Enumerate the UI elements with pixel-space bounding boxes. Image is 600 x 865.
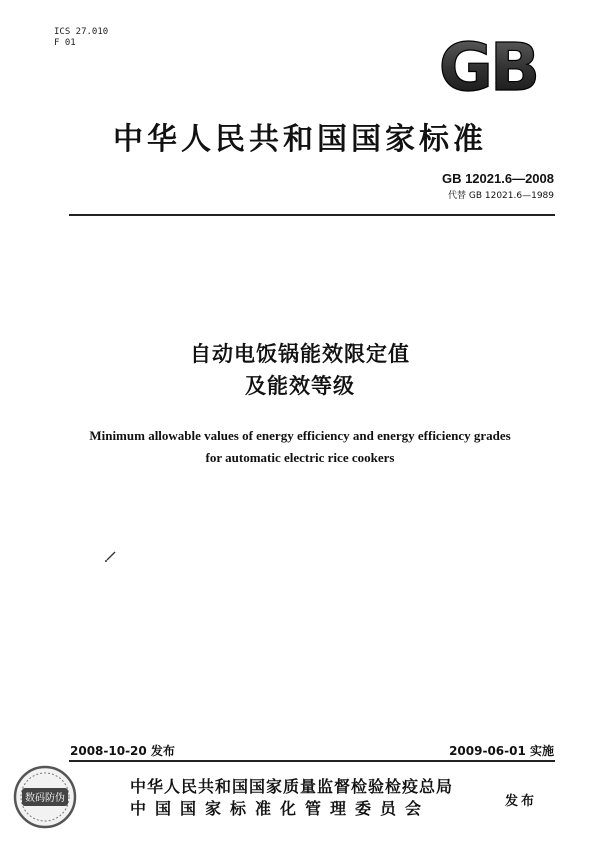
footer-divider: [69, 760, 555, 762]
implementation-date: 2009-06-01 实施: [449, 744, 554, 758]
title-cn-line1: 自动电饭锅能效限定值: [190, 342, 410, 366]
issue-date: 2008-10-20 发布: [70, 744, 175, 758]
scan-mark: [104, 549, 118, 563]
gb-logo: [424, 36, 552, 96]
title-en-line2: for automatic electric rice cookers: [205, 450, 395, 465]
replaces-standard: 代替 GB 12021.6—1989: [448, 191, 554, 201]
ics-code: ICS 27.010: [54, 27, 109, 37]
gb-logo-text: GB: [438, 36, 538, 96]
ccs-code: F 01: [54, 38, 76, 48]
issuer-aqsiq: 中华人民共和国国家质量监督检验检疫总局: [130, 777, 454, 796]
title-cn-line2: 及能效等级: [245, 374, 355, 398]
standard-number: GB 12021.6—2008: [441, 171, 554, 186]
standard-category-title: 中华人民共和国国家标准: [113, 122, 487, 157]
header-divider: [69, 214, 555, 216]
classification-codes: [54, 27, 108, 49]
title-en-line1: Minimum allowable values of energy efficiency and energy efficiency grades: [89, 428, 511, 443]
issuer-sac: 中国国家标准化管理委员会: [130, 799, 431, 818]
seal-text: 数码防伪: [25, 793, 65, 804]
publish-label: 发布: [505, 794, 538, 809]
anti-counterfeit-seal: [12, 764, 78, 830]
